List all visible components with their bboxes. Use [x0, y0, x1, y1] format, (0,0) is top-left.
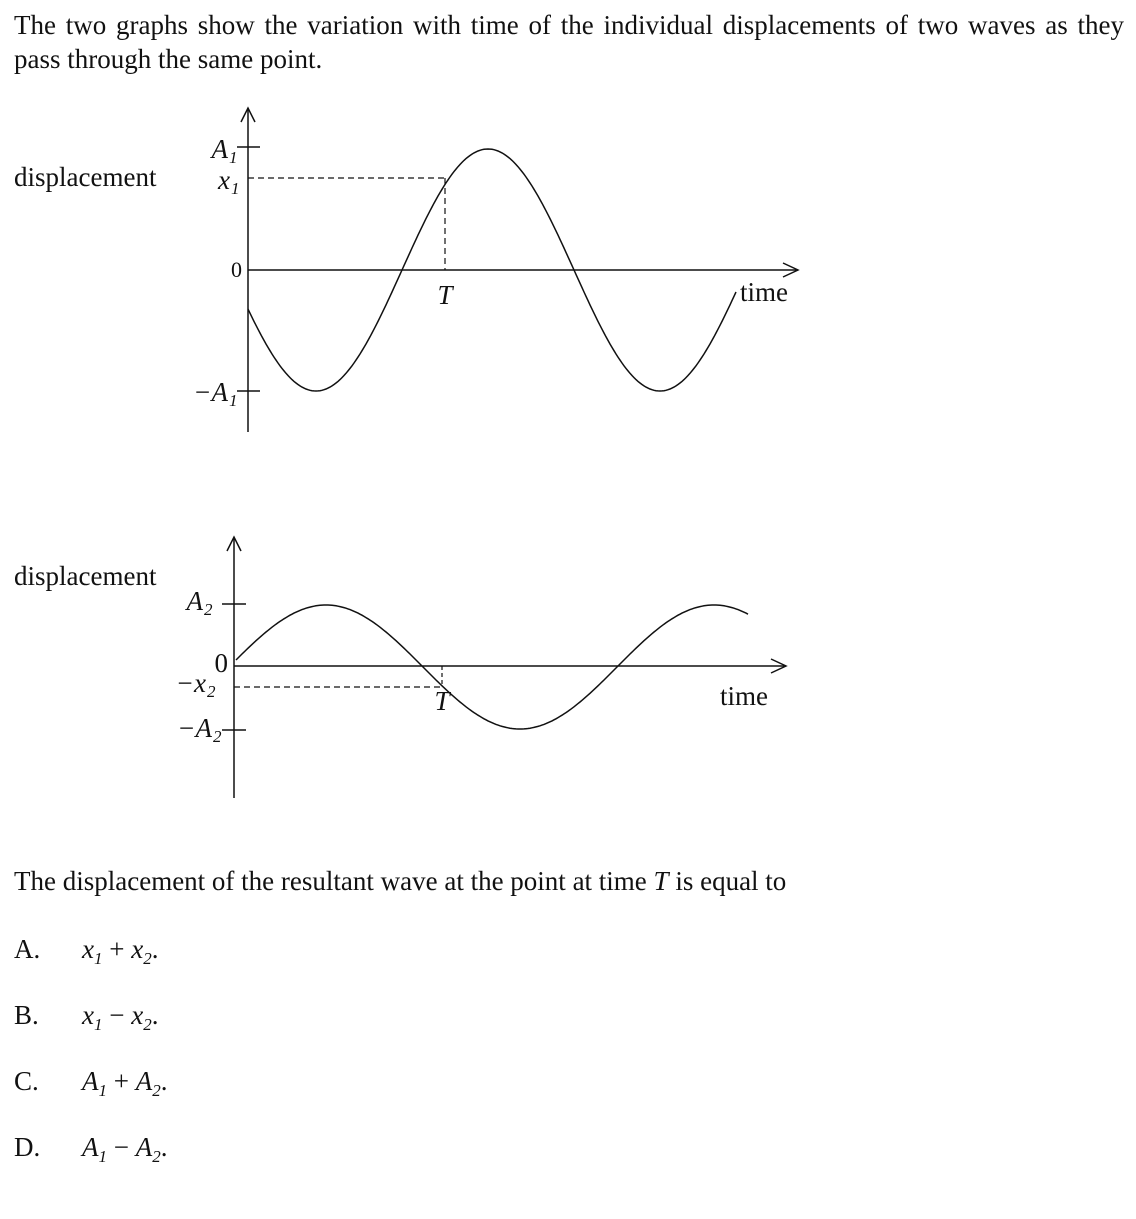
question-t-symbol: T [653, 866, 669, 896]
option-b-expression: $x_1 - x_2$. [82, 1000, 159, 1034]
graph2-origin-label: 0 [214, 648, 228, 678]
graph1-x-axis-label: time [740, 277, 788, 307]
graph2-wave-plot [0, 520, 1136, 810]
graph1-label-neg-a1: −A [193, 377, 228, 407]
option-c-expression: $A_1 + A_2$. [82, 1066, 168, 1100]
question-text-start: The displacement of the resultant wave at the point at time [14, 866, 654, 896]
option-d-letter: D. [14, 1132, 41, 1162]
graph2-label-neg-a2: −A [177, 713, 212, 743]
graph1-label-neg-a1-sub: 1 [229, 391, 238, 410]
graph1-label-a1: A [211, 134, 228, 164]
graph2-wave-curve [236, 605, 748, 729]
graph2-label-neg-x2-sub: 2 [207, 682, 216, 701]
intro-text: The two graphs show the variation with time of the individual displacements of two waves as they pass through the same point. [14, 10, 1124, 74]
graph2-label-a2-sub: 2 [204, 600, 213, 619]
graph1-label-a1-sub: 1 [229, 148, 238, 167]
graph2-label-neg-a2-sub: 2 [213, 727, 222, 746]
option-d-expression: $A_1 - A_2$. [82, 1132, 168, 1166]
graph2-label-t: T [434, 686, 450, 716]
option-a-expression: $x_1 + x_2$. [82, 934, 159, 968]
option-c-letter: C. [14, 1066, 39, 1096]
graph2-label-a2: A [186, 586, 203, 616]
graph2-label-neg-x2: −x [175, 668, 206, 698]
graph2-y-axis-label: displacement [14, 561, 157, 591]
question-text-end: is equal to [668, 866, 787, 896]
graph1-label-t: T [437, 280, 453, 310]
graph1-origin-label: 0 [231, 257, 242, 282]
option-a-letter: A. [14, 934, 41, 964]
question-text [14, 866, 786, 897]
graph1-label-x1-sub: 1 [231, 179, 240, 198]
graph1-wave-plot [0, 0, 1136, 450]
graph1-y-axis-label: displacement [14, 162, 157, 192]
option-b-letter: B. [14, 1000, 39, 1030]
graph1-label-x1: x [218, 165, 230, 195]
graph2-x-axis-label: time [720, 681, 768, 711]
